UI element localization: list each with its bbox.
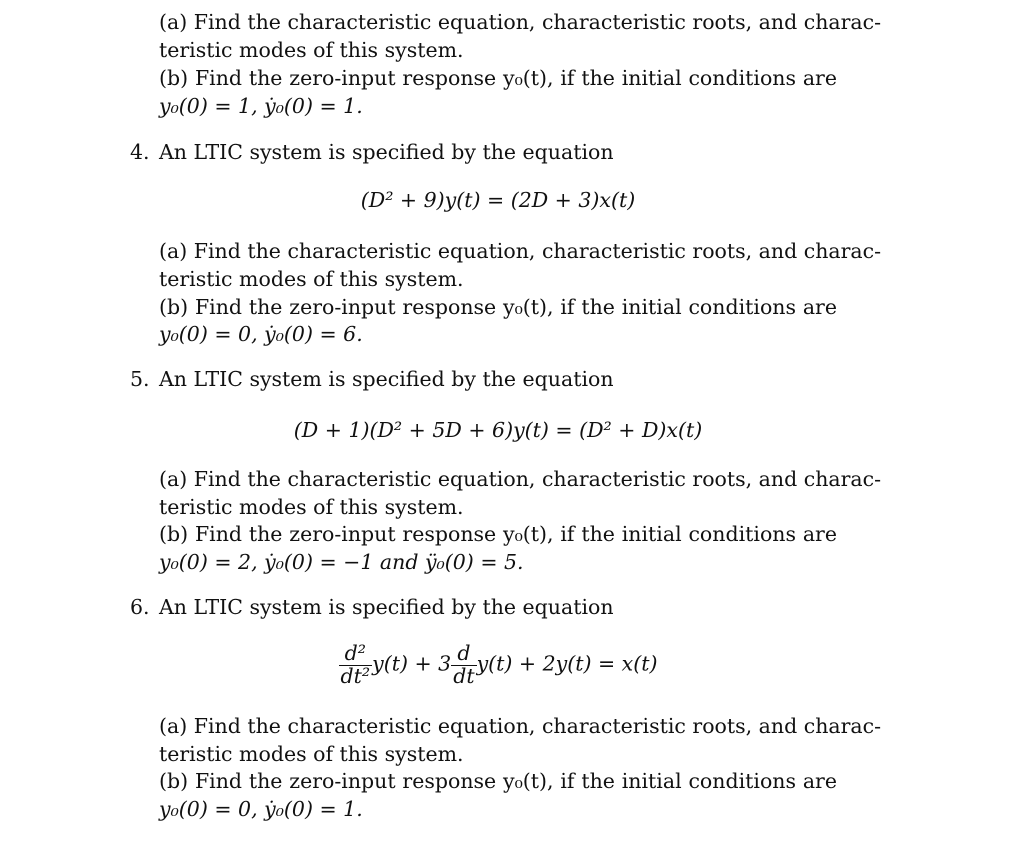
problem-5-number: 5. (130, 367, 150, 391)
problem-4-intro: An LTIC system is specified by the equation (159, 140, 614, 164)
problem-6-part-a-line2: teristic modes of this system. (159, 742, 464, 766)
problem-6-number: 6. (130, 595, 150, 619)
problem-4-number: 4. (130, 140, 150, 164)
problem-5-part-b-line1: (b) Find the zero-input response y₀(t), if the initial conditions are (159, 522, 837, 546)
problem-4-part-a-line1: (a) Find the characteristic equation, characteristic roots, and charac- (159, 239, 882, 263)
problem-4-part-b-line1: (b) Find the zero-input response y₀(t), if the initial conditions are (159, 295, 837, 319)
problem-6-part-b-line2: y₀(0) = 0, ẏ₀(0) = 1. (159, 797, 363, 821)
problem-6-first-derivative (451, 643, 476, 687)
prev-part-a-line2: teristic modes of this system. (159, 38, 464, 62)
problem-5-part-b-line2: y₀(0) = 2, ẏ₀(0) = −1 and ÿ₀(0) = 5. (159, 550, 524, 574)
problem-5-part-a-line2: teristic modes of this system. (159, 495, 464, 519)
problem-6-part-a-line1: (a) Find the characteristic equation, characteristic roots, and charac- (159, 714, 882, 738)
problem-5-equation: (D + 1)(D² + 5D + 6)y(t) = (D² + D)x(t) (293, 418, 703, 442)
problem-6-frac1-numerator: d² (344, 641, 366, 665)
problem-6-frac2-numerator: d (457, 641, 471, 665)
problem-5-part-a-line1: (a) Find the characteristic equation, characteristic roots, and charac- (159, 467, 882, 491)
problem-5-intro: An LTIC system is specified by the equation (159, 367, 614, 391)
problem-4-equation: (D² + 9)y(t) = (2D + 3)x(t) (360, 188, 636, 212)
problem-6-frac1-denominator: dt² (340, 663, 371, 688)
problem-6-second-derivative (339, 643, 373, 687)
problem-6-frac2-denominator: dt (453, 663, 475, 688)
problem-6-equation-end: y(t) + 2y(t) = x(t) (476, 651, 658, 676)
prev-part-b-line1: (b) Find the zero-input response y₀(t), if the initial conditions are (159, 66, 837, 90)
problem-6-equation-middle: y(t) + 3 (372, 651, 452, 676)
problem-4-part-b-line2: y₀(0) = 0, ẏ₀(0) = 6. (159, 322, 363, 346)
problem-6-intro: An LTIC system is specified by the equation (159, 595, 614, 619)
problem-6-equation (0, 643, 996, 687)
prev-part-a-line1: (a) Find the characteristic equation, characteristic roots, and charac- (159, 10, 882, 34)
problem-6-part-b-line1: (b) Find the zero-input response y₀(t), if the initial conditions are (159, 769, 837, 793)
problem-4-part-a-line2: teristic modes of this system. (159, 267, 464, 291)
prev-part-b-line2: y₀(0) = 1, ẏ₀(0) = 1. (159, 94, 363, 118)
